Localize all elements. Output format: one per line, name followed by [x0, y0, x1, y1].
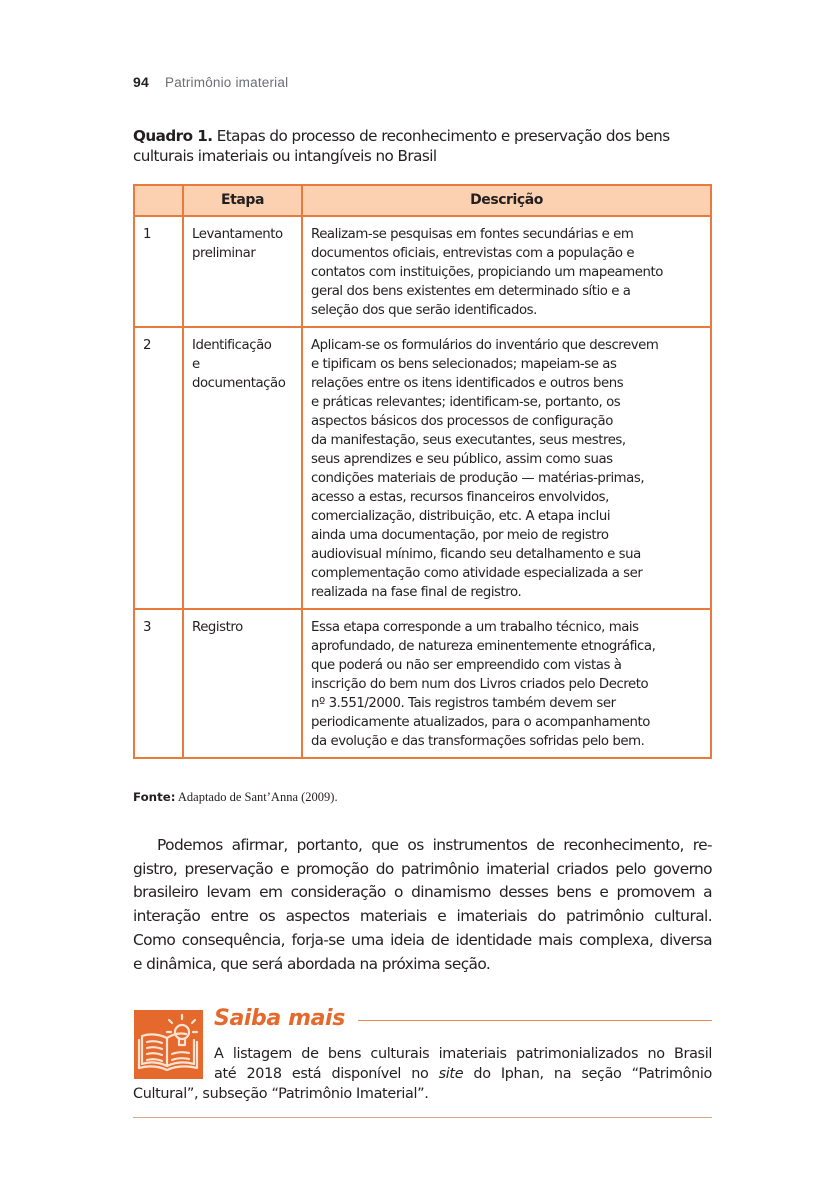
paragraph-line: Podemos afirmar, portanto, que os instrumentos de reconhecimento, re-: [157, 836, 712, 854]
page-number: 94: [133, 74, 149, 90]
etapa-line: Registro: [192, 620, 243, 635]
header-number: [134, 185, 183, 216]
row-etapa: [183, 216, 302, 327]
saiba-line-2-post: do Iphan, na seção “Patrimônio: [463, 1066, 712, 1082]
row-number: 3: [134, 609, 183, 758]
descricao-line: periodicamente atualizados, para o acompanhamento: [311, 715, 650, 730]
saiba-line-1: A listagem de bens culturais imateriais patrimonializados no Brasil: [214, 1046, 712, 1062]
descricao-line: realizada na fase final de registro.: [311, 585, 522, 600]
row-etapa: [183, 327, 302, 609]
descricao-line: documentos oficiais, entrevistas com a população e: [311, 246, 635, 261]
descricao-line: contatos com instituições, propiciando um mapeamento: [311, 265, 663, 280]
descricao-line: da manifestação, seus executantes, seus mestres,: [311, 433, 626, 448]
descricao-line: Essa etapa corresponde a um trabalho técnico, mais: [311, 620, 639, 635]
descricao-line: seleção dos que serão identificados.: [311, 303, 537, 318]
source-text: Adaptado de Sant’Anna (2009).: [175, 790, 338, 804]
row-number: 1: [134, 216, 183, 327]
paragraph-line: gistro, preservação e promoção do patrimônio imaterial criados pelo governo: [133, 859, 712, 878]
etapa-line: e: [192, 357, 200, 372]
section-title: Patrimônio imaterial: [164, 75, 289, 90]
etapa-line: Identificação: [192, 338, 272, 353]
descricao-line: ainda uma documentação, por meio de registro: [311, 528, 609, 543]
descricao-line: Aplicam-se os formulários do inventário que descrevem: [311, 338, 659, 353]
saiba-line-2: [133, 1064, 712, 1084]
descricao-line: Realizam-se pesquisas em fontes secundárias e em: [311, 227, 634, 242]
etapa-line: documentação: [192, 376, 286, 391]
table-header-row: [134, 185, 711, 216]
table-row: [134, 216, 711, 327]
row-descricao: [302, 327, 711, 609]
saiba-mais-title: Saiba mais: [214, 1006, 345, 1031]
paragraph-line: interação entre os aspectos materiais e imateriais do patrimônio cultural.: [133, 907, 712, 926]
row-etapa: [183, 609, 302, 758]
paragraph-line: e dinâmica, que será abordada na próxima seção.: [133, 954, 491, 973]
row-number: 2: [134, 327, 183, 609]
saiba-line-3: Cultural”, subseção “Patrimônio Imaterial”.: [133, 1086, 429, 1102]
descricao-line: seus aprendizes e seu público, assim como suas: [311, 452, 613, 467]
descricao-line: que poderá ou não ser empreendido com vistas à: [311, 658, 622, 673]
descricao-line: audiovisual mínimo, ficando seu detalhamento e sua: [311, 547, 641, 562]
saiba-mais-text: [133, 1044, 712, 1104]
caption-label: Quadro 1.: [133, 127, 213, 145]
descricao-line: da evolução e das transformações sofridas pelo bem.: [311, 734, 645, 749]
descricao-line: nº 3.551/2000. Tais registros também devem ser: [311, 696, 616, 711]
descricao-line: inscrição do bem num dos Livros criados pelo Decreto: [311, 677, 649, 692]
descricao-line: relações entre os itens identificados e outros bens: [311, 376, 624, 391]
source-label: Fonte:: [133, 790, 176, 804]
table-source: [133, 790, 338, 805]
descricao-line: e práticas relevantes; identificam-se, portanto, os: [311, 395, 621, 410]
descricao-line: complementação como atividade especializada a ser: [311, 566, 643, 581]
paragraph-line: brasileiro levam em consideração o dinamismo desses bens e promovem a: [133, 883, 712, 902]
descricao-line: acesso a estas, recursos financeiros envolvidos,: [311, 490, 609, 505]
paragraph-line: Como consequência, forja-se uma ideia de identidade mais complexa, diversa: [133, 930, 712, 949]
bottom-rule: [133, 1117, 712, 1118]
row-descricao: [302, 609, 711, 758]
etapa-line: Levantamento: [192, 227, 283, 242]
descricao-line: geral dos bens existentes em determinado sítio e a: [311, 284, 631, 299]
descricao-line: aprofundado, de natureza eminentemente etnográfica,: [311, 639, 656, 654]
table-row: [134, 327, 711, 609]
stages-table: [133, 184, 712, 759]
running-head: [133, 74, 288, 90]
descricao-line: comercialização, distribuição, etc. A etapa inclui: [311, 509, 611, 524]
saiba-line-2-pre: até 2018 está disponível no: [214, 1066, 439, 1082]
row-descricao: [302, 216, 711, 327]
caption-text: Etapas do processo de reconhecimento e preservação dos bens culturais imateriais ou intangíveis no Brasil: [133, 127, 670, 165]
table-caption: [133, 126, 723, 166]
descricao-line: condições materiais de produção — matérias-primas,: [311, 471, 645, 486]
table-row: [134, 609, 711, 758]
header-etapa: Etapa: [183, 185, 302, 216]
saiba-line-2-em: site: [438, 1066, 464, 1082]
header-descricao: Descrição: [302, 185, 711, 216]
descricao-line: e tipificam os bens selecionados; mapeiam-se as: [311, 357, 617, 372]
body-paragraph: [133, 834, 712, 976]
saiba-mais-rule: [358, 1020, 712, 1021]
etapa-line: preliminar: [192, 246, 256, 261]
descricao-line: aspectos básicos dos processos de configuração: [311, 414, 613, 429]
